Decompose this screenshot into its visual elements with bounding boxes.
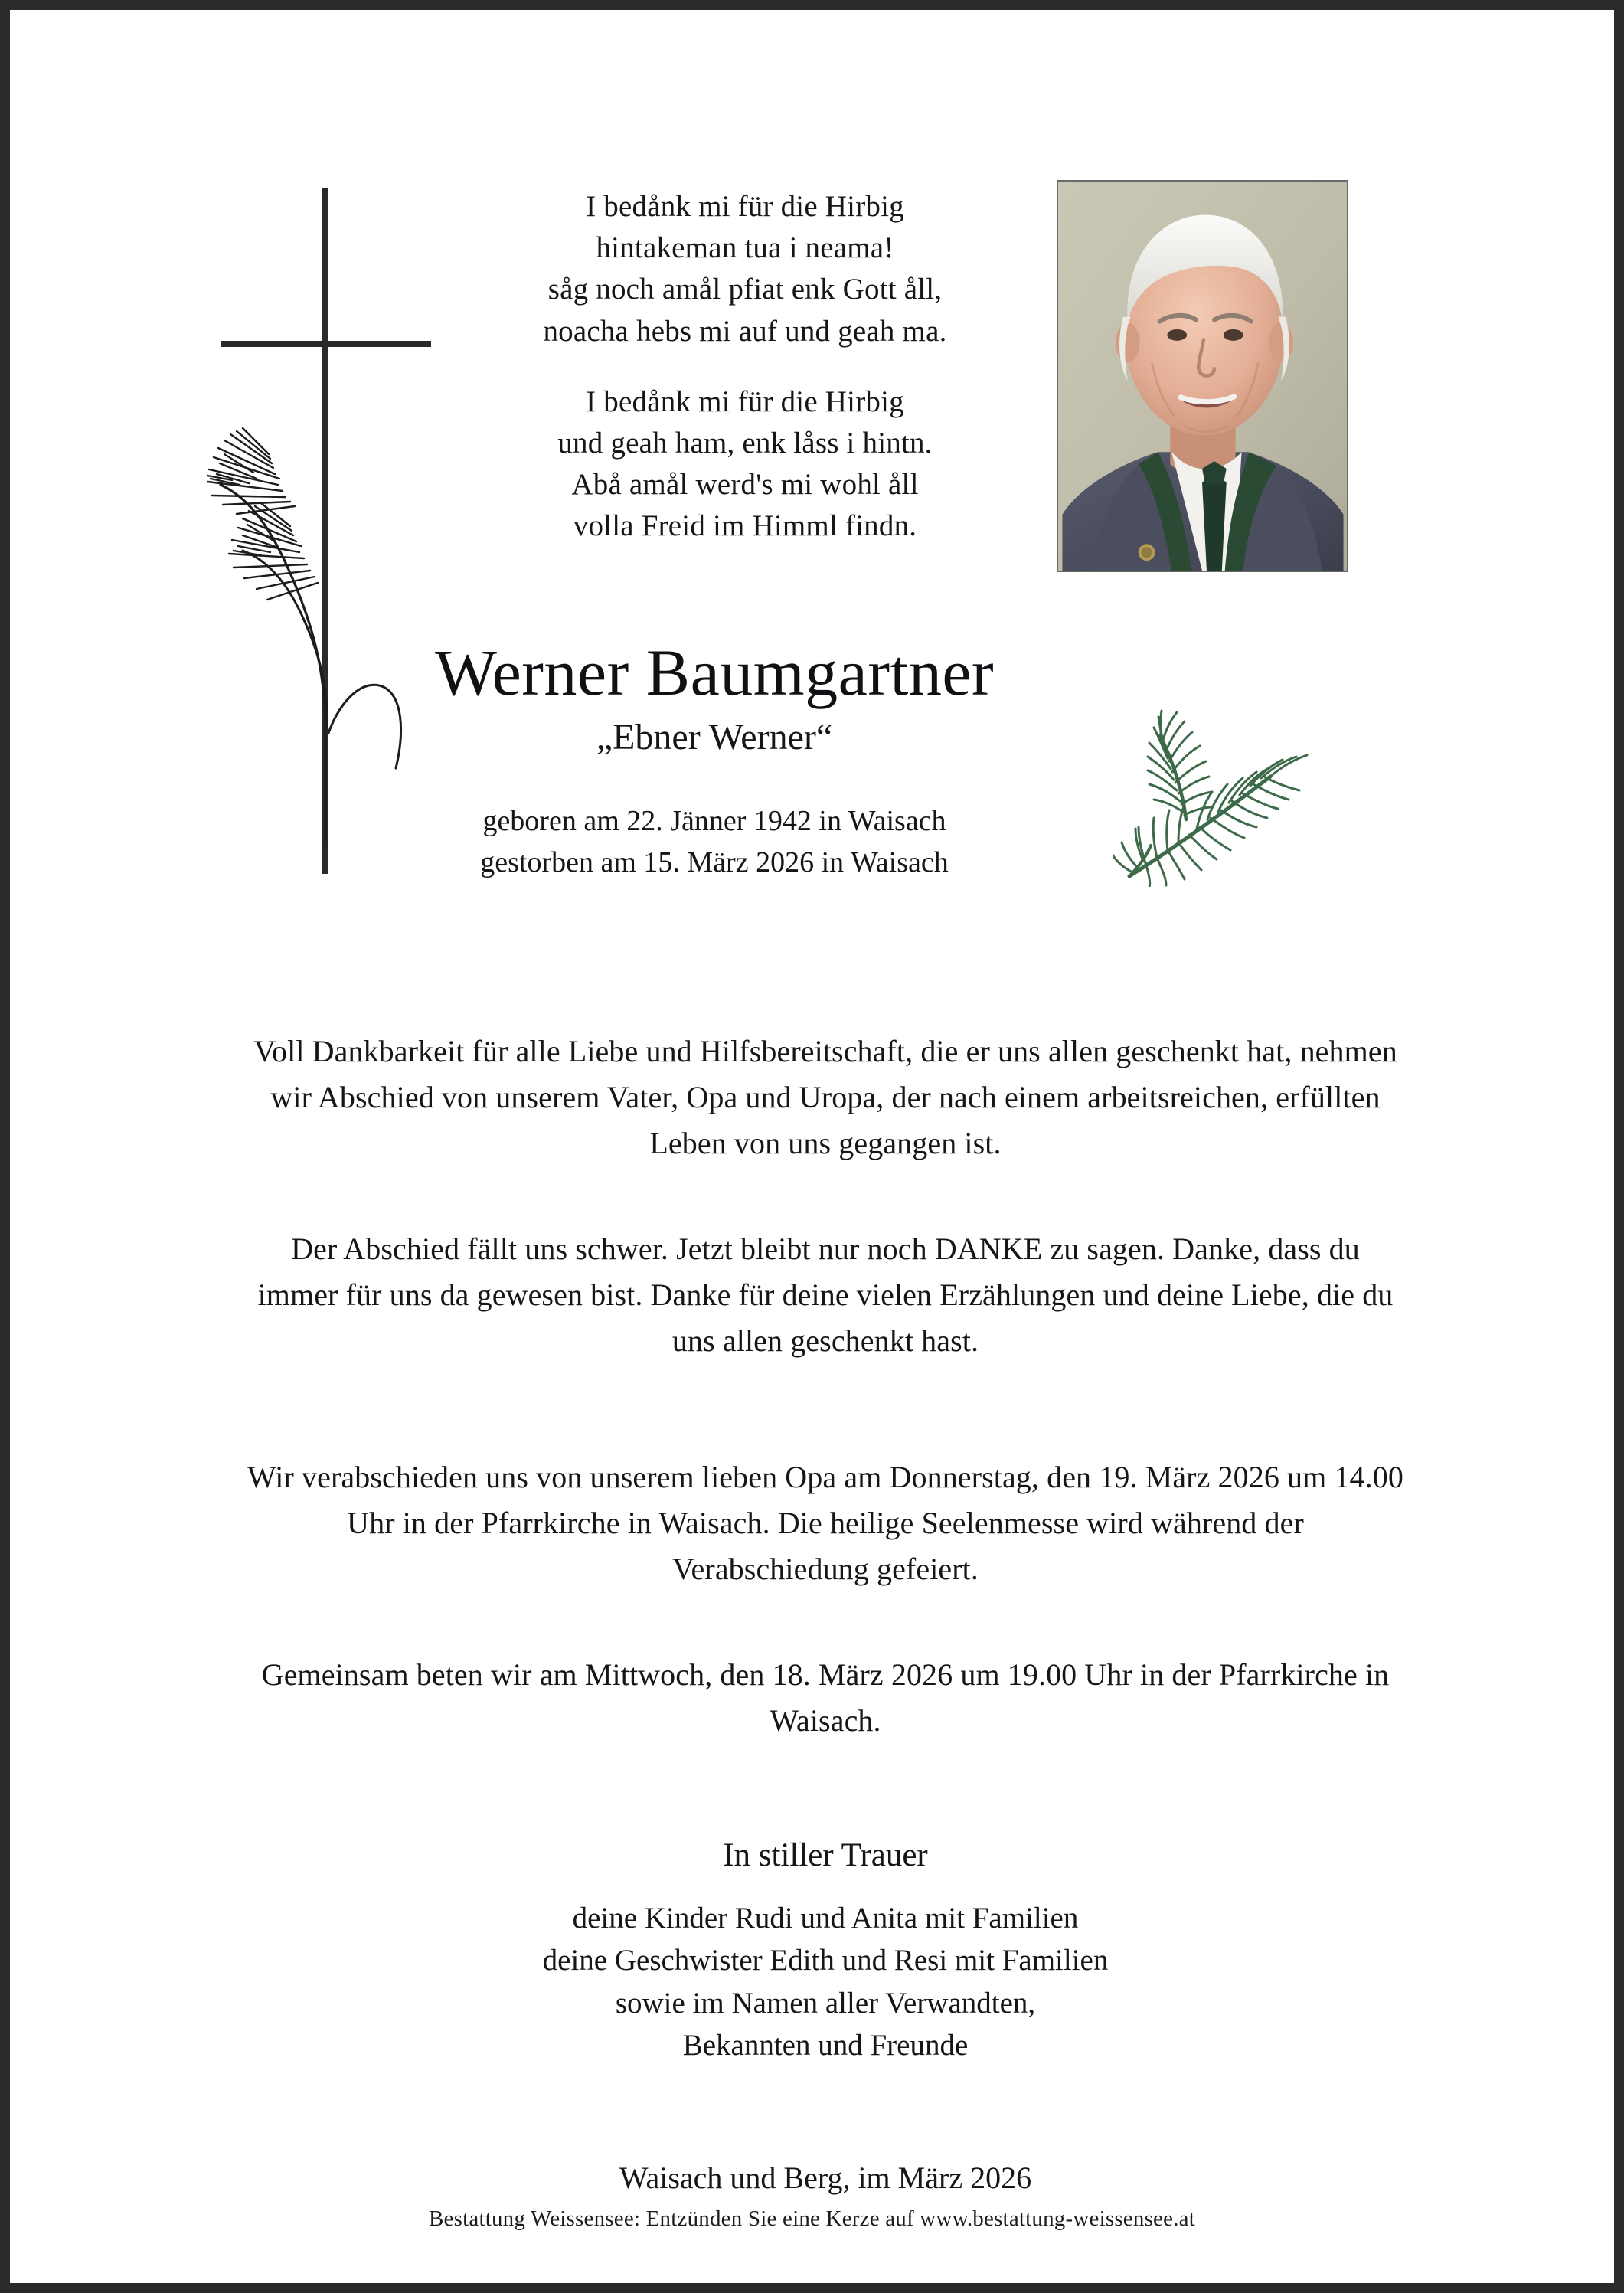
page-title: Werner Baumgartner bbox=[434, 636, 995, 709]
spacer bbox=[247, 1592, 1403, 1652]
mourner-line: deine Geschwister Edith und Resi mit Familien bbox=[542, 1944, 1109, 1977]
obituary-paragraph-2: Der Abschied fällt uns schwer. Jetzt bleibt nur noch DANKE zu sagen. Danke, dass du immer für uns da gewesen bist. Danke für deine vielen Erzählungen und deine Liebe, die du uns allen geschenkt hast. bbox=[257, 1232, 1394, 1358]
poem-stanza-1 bbox=[439, 186, 1051, 352]
poem-line: noacha hebs mi auf und geah ma. bbox=[543, 314, 947, 348]
rosary-paragraph: Gemeinsam beten wir am Mittwoch, den 18. März 2026 um 19.00 Uhr in der Pfarrkirche in Waisach. bbox=[261, 1657, 1390, 1738]
poem-line: und geah ham, enk låss i hintn. bbox=[557, 427, 933, 460]
poem-line: hintakeman tua i neama! bbox=[596, 231, 894, 265]
poem-line: Abå amål werd's mi wohl åll bbox=[571, 468, 919, 502]
funeral-service-paragraph: Wir verabschieden uns von unserem lieben Opa am Donnerstag, den 19. März 2026 um 14.00 Uhr in der Pfarrkirche in Waisach. Die heilige Seelenmesse wird während der Verabschiedung gefeiert. bbox=[247, 1460, 1403, 1586]
mourner-line: deine Kinder Rudi und Anita mit Familien bbox=[572, 1901, 1079, 1935]
deceased-name-block bbox=[263, 638, 1166, 884]
death-date: gestorben am 15. März 2026 in Waisach bbox=[480, 846, 949, 879]
funeral-home-footer: Bestattung Weissensee: Entzünden Sie eine Kerze auf www.bestattung-weissensee.at bbox=[429, 2206, 1195, 2231]
mourner-line: sowie im Namen aller Verwandten, bbox=[615, 1986, 1036, 2020]
life-dates bbox=[263, 801, 1166, 884]
obituary-paragraph-1: Voll Dankbarkeit für alle Liebe und Hilfsbereitschaft, die er uns allen geschenkt hat, nehmen wir Abschied von unserem Vater, Opa und Uropa, der nach einem arbeitsreichen, erfüllten Leben von uns gegangen ist. bbox=[253, 1034, 1397, 1160]
poem-line: såg noch amål pfiat enk Gott åll, bbox=[547, 273, 943, 306]
spacer bbox=[247, 2066, 1403, 2157]
spacer bbox=[247, 1166, 1403, 1226]
mourning-heading: In stiller Trauer bbox=[723, 1837, 928, 1873]
birth-date: geboren am 22. Jänner 1942 in Waisach bbox=[482, 805, 946, 838]
obituary-body bbox=[247, 1029, 1403, 2200]
mourner-line: Bekannten und Freunde bbox=[682, 2029, 969, 2062]
poem-line: volla Freid im Himml findn. bbox=[573, 509, 917, 543]
wheat-ear-icon bbox=[207, 428, 295, 514]
wheat-ear-icon bbox=[229, 503, 318, 600]
memorial-poem bbox=[439, 186, 1051, 548]
poem-line: I bedånk mi für die Hirbig bbox=[586, 384, 904, 418]
portrait-photo bbox=[1057, 180, 1348, 572]
closing-place-date: Waisach und Berg, im März 2026 bbox=[619, 2161, 1032, 2196]
spacer bbox=[247, 1744, 1403, 1834]
parte-page bbox=[10, 10, 1614, 2283]
portrait-image bbox=[1058, 182, 1347, 571]
poem-line: I bedånk mi für die Hirbig bbox=[586, 190, 904, 223]
mourning-list bbox=[247, 1897, 1403, 2067]
poem-stanza-2 bbox=[439, 381, 1051, 548]
deceased-nickname: „Ebner Werner“ bbox=[596, 717, 833, 758]
spacer bbox=[247, 1364, 1403, 1454]
